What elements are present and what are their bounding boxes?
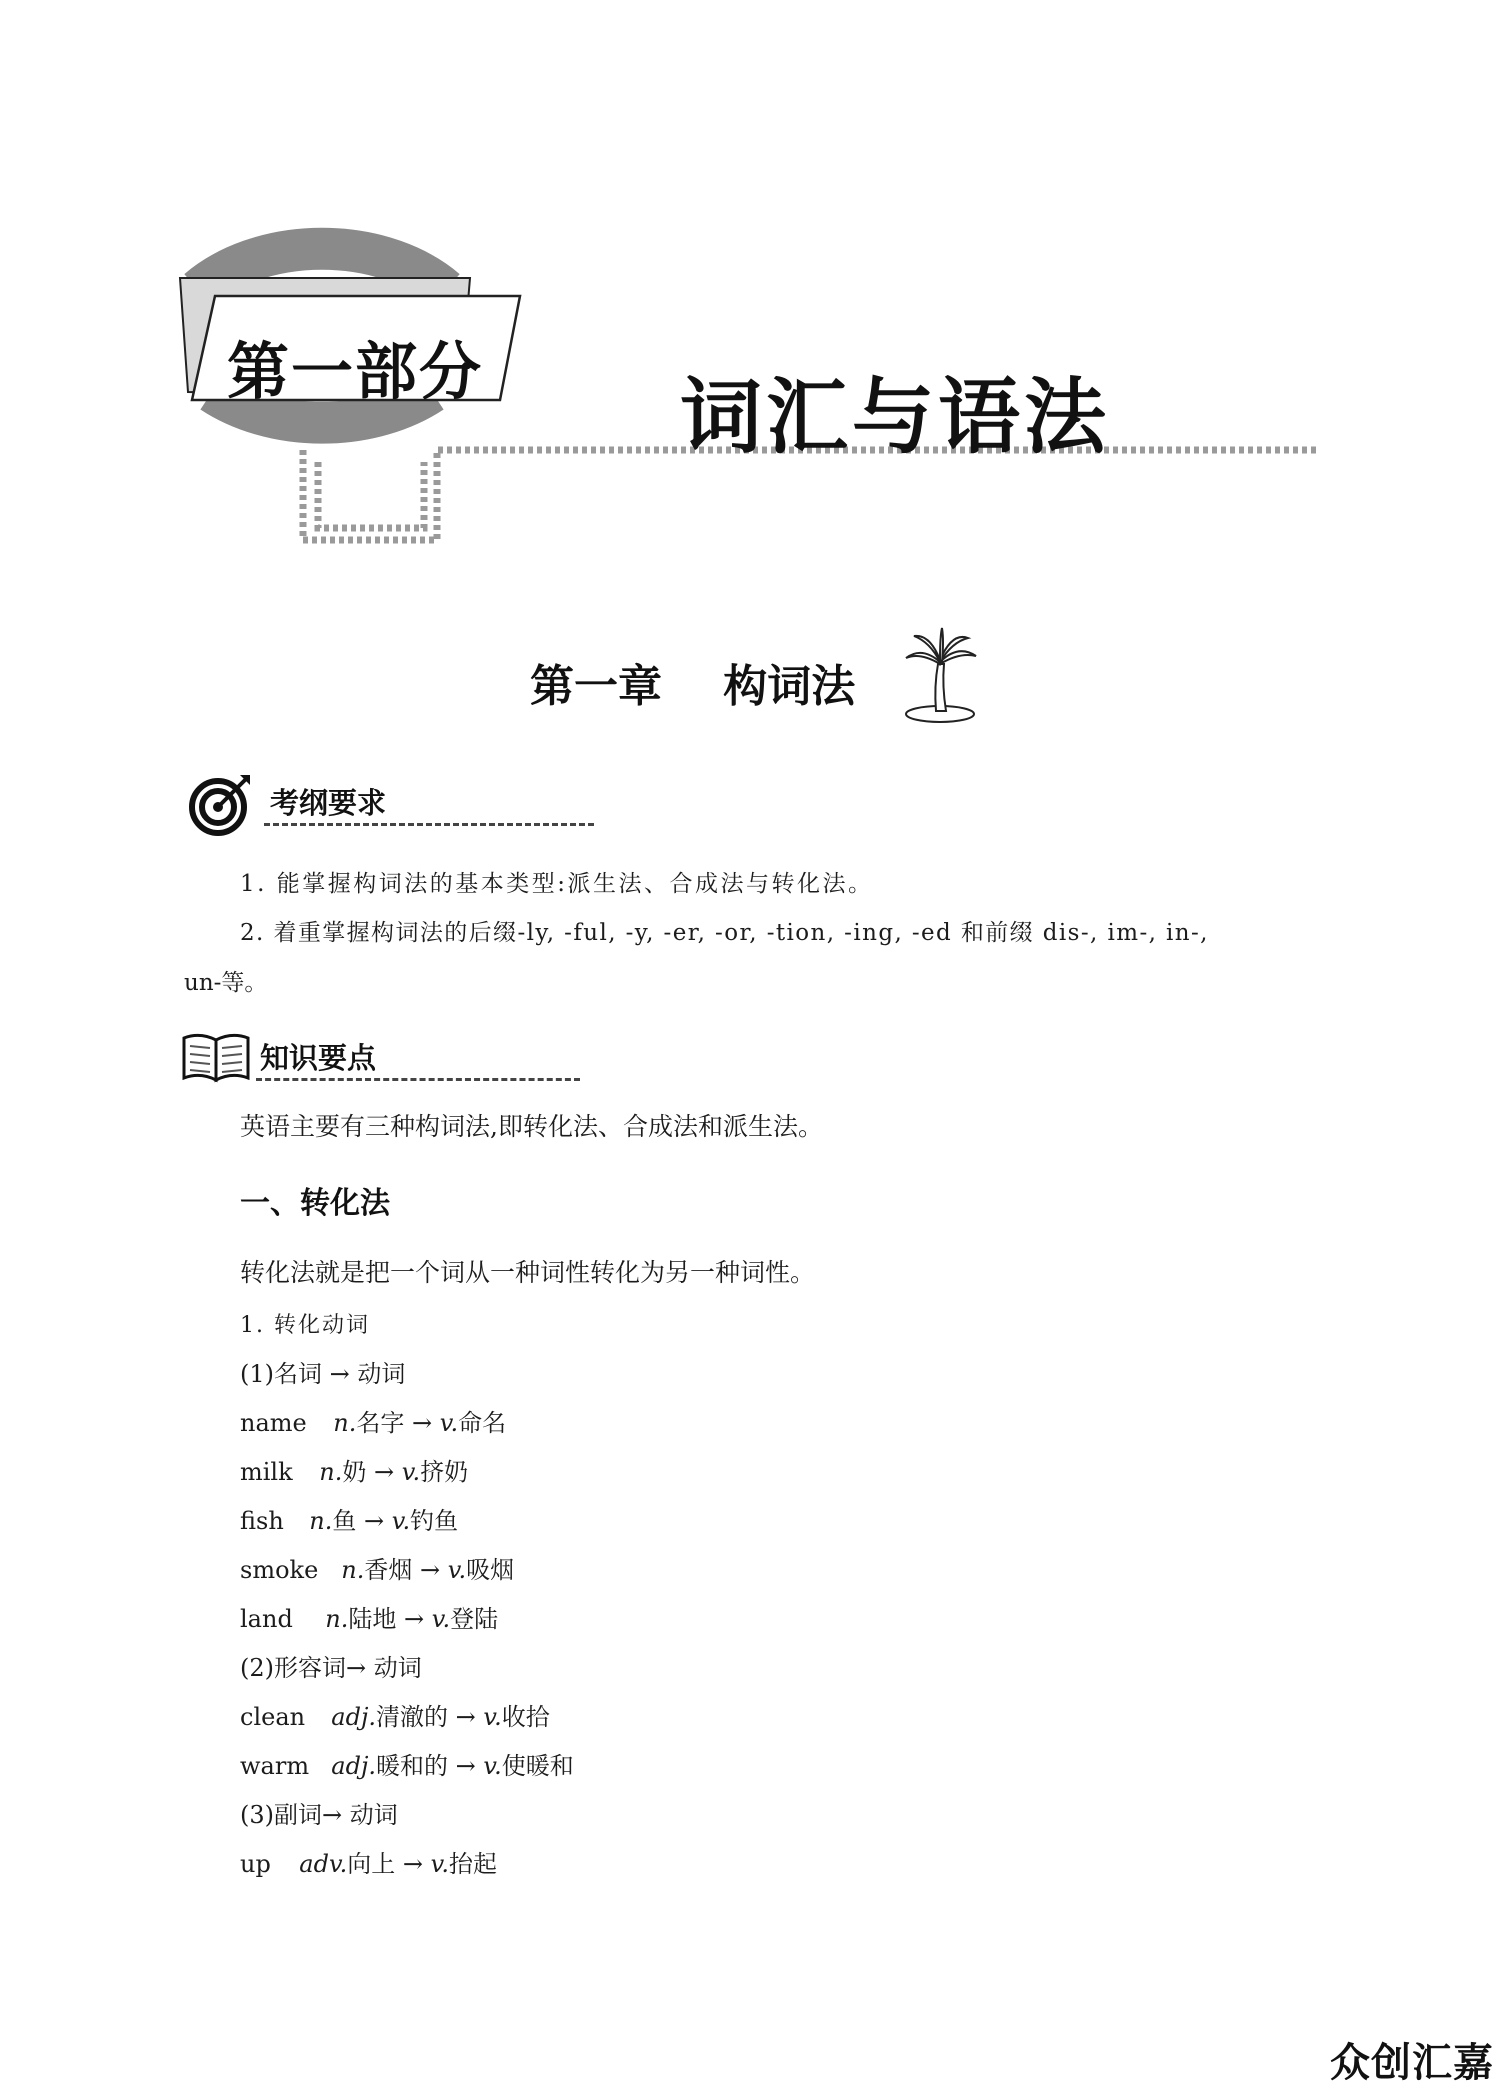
knowledge-points-header bbox=[180, 1028, 620, 1098]
part-banner-graphic bbox=[0, 0, 1504, 580]
pos-tag: v. bbox=[447, 1556, 467, 1584]
meaning: 登陆 bbox=[450, 1605, 499, 1633]
exam-item-1: 1. 能掌握构词法的基本类型:派生法、合成法与转化法。 bbox=[240, 871, 874, 897]
meaning: 吸烟 bbox=[466, 1556, 515, 1584]
conversion-heading: 一、转化法 bbox=[240, 1186, 390, 1221]
watermark-logo: 众创汇嘉 bbox=[1330, 2040, 1494, 2086]
pos-tag: n. bbox=[309, 1507, 333, 1535]
vocab-word: fish bbox=[240, 1507, 284, 1535]
vocab-line bbox=[240, 1746, 574, 1781]
meaning: 名字 bbox=[356, 1409, 405, 1437]
arrow-icon: → bbox=[455, 1703, 476, 1731]
pos-tag: n. bbox=[341, 1556, 365, 1584]
book-icon bbox=[180, 1030, 252, 1086]
vocab-line bbox=[240, 1599, 498, 1634]
sub-heading-verbs: 1. 转化动词 bbox=[240, 1313, 370, 1338]
vocab-word: name bbox=[240, 1409, 307, 1437]
vocab-line bbox=[240, 1550, 514, 1585]
arrow-icon: → bbox=[412, 1409, 433, 1437]
pos-tag: v. bbox=[439, 1409, 459, 1437]
meaning: 奶 bbox=[342, 1458, 367, 1486]
pos-tag: adj. bbox=[331, 1752, 377, 1780]
arrow-icon: → bbox=[402, 1850, 424, 1878]
pos-tag: v. bbox=[483, 1752, 502, 1780]
group-adj-to-verb: (2)形容词→ 动词 bbox=[240, 1654, 422, 1682]
arrow-icon: → bbox=[374, 1458, 395, 1486]
pos-tag: n. bbox=[319, 1458, 343, 1486]
knowledge-points-title: 知识要点 bbox=[260, 1041, 377, 1075]
vocab-word: land bbox=[240, 1605, 293, 1633]
meaning: 暖和的 bbox=[376, 1752, 449, 1780]
conversion-intro: 转化法就是把一个词从一种词性转化为另一种词性。 bbox=[240, 1258, 816, 1287]
meaning: 挤奶 bbox=[420, 1458, 469, 1486]
meaning: 清澈的 bbox=[376, 1703, 449, 1731]
pos-tag: adj. bbox=[331, 1703, 377, 1731]
pos-tag: n. bbox=[333, 1409, 357, 1437]
pos-tag: v. bbox=[401, 1458, 421, 1486]
vocab-line bbox=[240, 1501, 458, 1536]
arrow-icon: → bbox=[364, 1507, 385, 1535]
meaning: 钓鱼 bbox=[410, 1507, 459, 1535]
meaning: 使暖和 bbox=[501, 1752, 574, 1780]
arrow-icon: → bbox=[404, 1605, 425, 1633]
meaning: 鱼 bbox=[332, 1507, 357, 1535]
meaning: 香烟 bbox=[364, 1556, 413, 1584]
pos-tag: v. bbox=[483, 1703, 502, 1731]
vocab-line bbox=[240, 1452, 468, 1487]
part-label: 第一部分 bbox=[226, 335, 483, 408]
meaning: 命名 bbox=[458, 1409, 507, 1437]
arrow-icon: → bbox=[420, 1556, 441, 1584]
arrow-icon: → bbox=[455, 1752, 476, 1780]
group-adv-to-verb: (3)副词→ 动词 bbox=[240, 1801, 398, 1829]
divider bbox=[256, 1078, 580, 1081]
pos-tag: v. bbox=[391, 1507, 411, 1535]
vocab-line bbox=[240, 1844, 497, 1879]
exam-item-2-cont: un-等。 bbox=[184, 970, 268, 996]
exam-item-2: 2. 着重掌握构词法的后缀-ly, -ful, -y, -er, -or, -tion, -ing, -ed 和前缀 dis-, im-, in-, bbox=[240, 920, 1209, 946]
meaning: 抬起 bbox=[449, 1850, 498, 1878]
meaning: 向上 bbox=[347, 1850, 396, 1878]
chapter-title: 第一章 构词法 bbox=[530, 661, 856, 712]
vocab-line bbox=[240, 1403, 506, 1438]
group-noun-to-verb: (1)名词 → 动词 bbox=[240, 1360, 406, 1388]
part-title: 词汇与语法 bbox=[680, 369, 1111, 465]
vocab-word: warm bbox=[240, 1752, 310, 1780]
part-banner bbox=[0, 0, 1504, 580]
vocab-word: milk bbox=[240, 1458, 293, 1486]
meaning: 收拾 bbox=[501, 1703, 550, 1731]
vocab-word: clean bbox=[240, 1703, 306, 1731]
target-icon bbox=[188, 773, 252, 837]
vocab-line bbox=[240, 1697, 550, 1732]
pos-tag: n. bbox=[325, 1605, 349, 1633]
pos-tag: v. bbox=[430, 1850, 450, 1878]
pos-tag: v. bbox=[431, 1605, 451, 1633]
divider bbox=[264, 823, 594, 826]
pos-tag: adv. bbox=[299, 1850, 348, 1878]
palm-tree-icon bbox=[900, 626, 980, 726]
knowledge-intro: 英语主要有三种构词法,即转化法、合成法和派生法。 bbox=[240, 1112, 823, 1141]
exam-requirements-title: 考纲要求 bbox=[270, 786, 387, 820]
meaning: 陆地 bbox=[348, 1605, 397, 1633]
vocab-word: smoke bbox=[240, 1556, 319, 1584]
exam-requirements-header bbox=[184, 773, 624, 843]
vocab-word: up bbox=[240, 1850, 271, 1878]
